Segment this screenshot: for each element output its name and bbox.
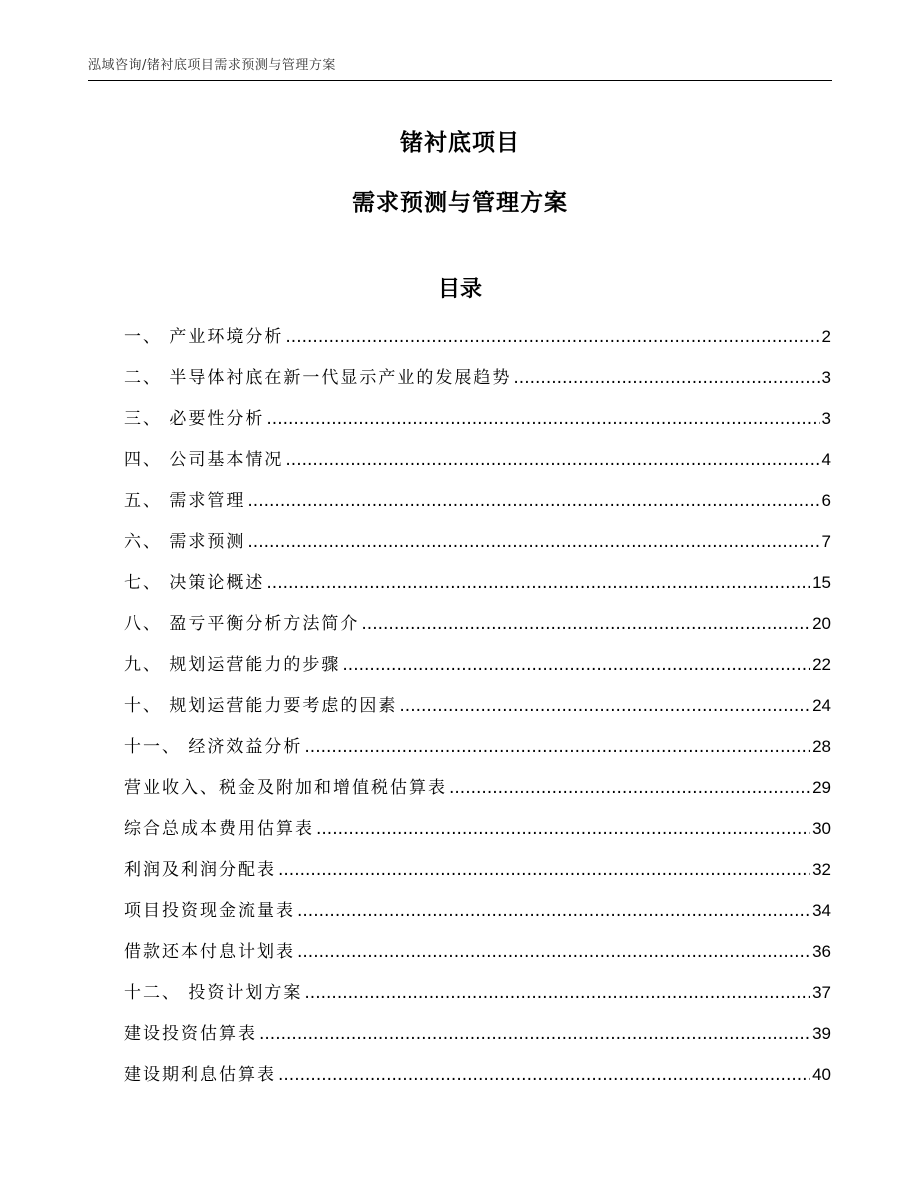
- toc-entry-label: 一、 产业环境分析: [124, 327, 284, 347]
- toc-entry-label: 十一、 经济效益分析: [124, 737, 303, 757]
- toc-entry-page-number: 34: [812, 901, 831, 920]
- toc-heading: 目录: [437, 277, 482, 302]
- document-title-line-1: 锗衬底项目: [400, 130, 520, 156]
- toc-entry[interactable]: [124, 609, 831, 650]
- toc-dot-leader: [342, 651, 810, 680]
- toc-dot-leader: [316, 815, 810, 844]
- toc-entry[interactable]: [124, 445, 831, 486]
- document-title-line-2: 需求预测与管理方案: [352, 190, 568, 216]
- toc-dot-leader: [266, 405, 819, 434]
- toc-entry-label: 四、 公司基本情况: [124, 450, 284, 470]
- toc-entry-label: 九、 规划运营能力的步骤: [124, 655, 341, 675]
- toc-entry[interactable]: [124, 404, 831, 445]
- toc-dot-leader: [247, 487, 819, 516]
- toc-entry-page-number: 24: [812, 696, 831, 715]
- toc-entry-label: 项目投资现金流量表: [124, 901, 295, 921]
- toc-entry-page-number: 30: [812, 819, 831, 838]
- toc-entry-page-number: 39: [812, 1024, 831, 1043]
- toc-entry-page-number: 2: [821, 327, 831, 346]
- toc-entry[interactable]: [124, 568, 831, 609]
- toc-entry[interactable]: [124, 773, 831, 814]
- toc-dot-leader: [285, 446, 819, 475]
- toc-entry-page-number: 37: [812, 983, 831, 1002]
- toc-entry-label: 综合总成本费用估算表: [124, 819, 314, 839]
- toc-entry-label: 建设投资估算表: [124, 1024, 257, 1044]
- toc-entry-page-number: 36: [812, 942, 831, 961]
- toc-entry-page-number: 6: [821, 491, 831, 510]
- toc-dot-leader: [449, 774, 810, 803]
- toc-dot-leader: [297, 938, 810, 967]
- toc-entry[interactable]: [124, 691, 831, 732]
- toc-entry-label: 七、 决策论概述: [124, 573, 265, 593]
- header-divider: [88, 80, 832, 81]
- toc-dot-leader: [285, 323, 819, 352]
- toc-dot-leader: [304, 979, 810, 1008]
- toc-entry[interactable]: [124, 978, 831, 1019]
- toc-entry[interactable]: [124, 650, 831, 691]
- toc-entry-page-number: 20: [812, 614, 831, 633]
- toc-entry[interactable]: [124, 937, 831, 978]
- toc-dot-leader: [297, 897, 810, 926]
- toc-dot-leader: [259, 1020, 810, 1049]
- toc-entry[interactable]: [124, 814, 831, 855]
- toc-dot-leader: [278, 1061, 810, 1090]
- toc-entry-page-number: 29: [812, 778, 831, 797]
- toc-dot-leader: [361, 610, 810, 639]
- toc-entry-page-number: 3: [821, 409, 831, 428]
- toc-entry-label: 借款还本付息计划表: [124, 942, 295, 962]
- toc-entry[interactable]: [124, 527, 831, 568]
- toc-entry-page-number: 22: [812, 655, 831, 674]
- toc-entry-label: 营业收入、税金及附加和增值税估算表: [124, 778, 447, 798]
- toc-entry-page-number: 7: [821, 532, 831, 551]
- toc-entry[interactable]: [124, 322, 831, 363]
- toc-entry-label: 八、 盈亏平衡分析方法简介: [124, 614, 360, 634]
- toc-entry-label: 建设期利息估算表: [124, 1065, 276, 1085]
- toc-entry-label: 三、 必要性分析: [124, 409, 265, 429]
- toc-entry[interactable]: [124, 1060, 831, 1101]
- toc-entry[interactable]: [124, 1019, 831, 1060]
- toc-dot-leader: [513, 364, 819, 393]
- toc-entry-label: 二、 半导体衬底在新一代显示产业的发展趋势: [124, 368, 512, 388]
- toc-entry[interactable]: [124, 486, 831, 527]
- toc-entry[interactable]: [124, 363, 831, 404]
- page-header: 泓域咨询/锗衬底项目需求预测与管理方案: [88, 58, 336, 73]
- toc-entry-page-number: 28: [812, 737, 831, 756]
- toc-dot-leader: [247, 528, 819, 557]
- toc-entry-label: 利润及利润分配表: [124, 860, 276, 880]
- toc-entry-label: 五、 需求管理: [124, 491, 246, 511]
- toc-dot-leader: [278, 856, 810, 885]
- table-of-contents: [124, 322, 831, 1101]
- toc-entry-label: 六、 需求预测: [124, 532, 246, 552]
- toc-entry[interactable]: [124, 855, 831, 896]
- toc-entry-page-number: 15: [812, 573, 831, 592]
- toc-entry[interactable]: [124, 732, 831, 773]
- toc-entry[interactable]: [124, 896, 831, 937]
- toc-entry-label: 十、 规划运营能力要考虑的因素: [124, 696, 398, 716]
- toc-entry-page-number: 3: [821, 368, 831, 387]
- toc-dot-leader: [266, 569, 810, 598]
- toc-entry-page-number: 40: [812, 1065, 831, 1084]
- toc-dot-leader: [399, 692, 810, 721]
- toc-entry-page-number: 32: [812, 860, 831, 879]
- toc-entry-page-number: 4: [821, 450, 831, 469]
- toc-dot-leader: [304, 733, 810, 762]
- toc-entry-label: 十二、 投资计划方案: [124, 983, 303, 1003]
